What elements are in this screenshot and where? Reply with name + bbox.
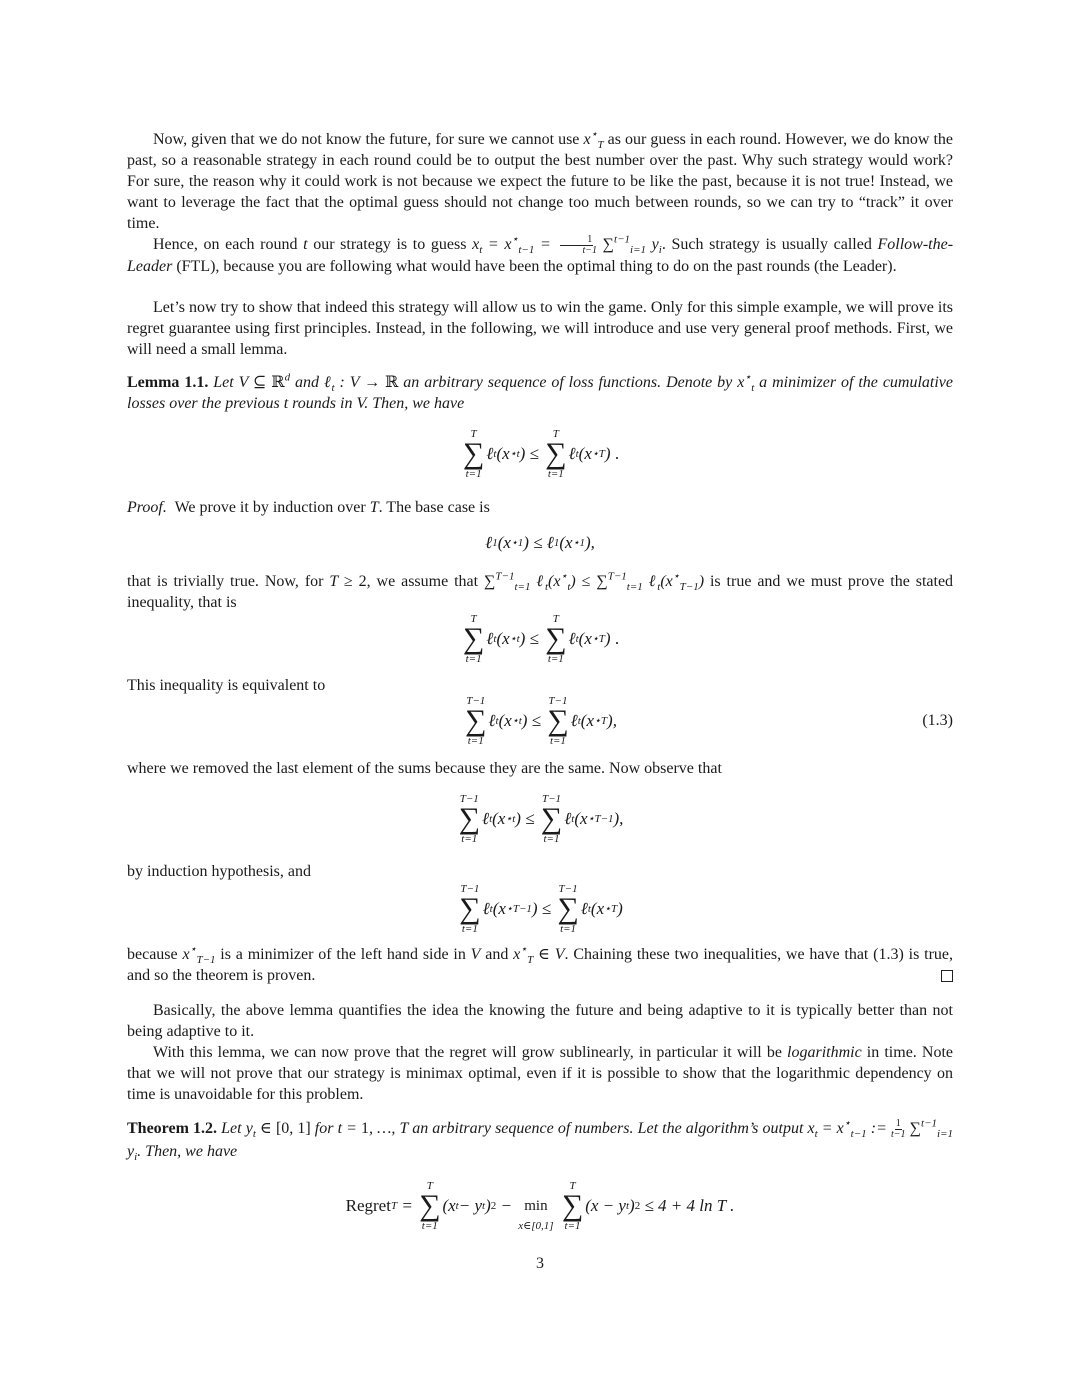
math: $x^⋆_T$: [583, 128, 604, 152]
equation-number: (1.3): [922, 712, 953, 729]
text: is true and we must prove the stated inequality, that is: [127, 573, 954, 611]
equation-base-case: ℓ 1 (x ⋆ 1 ) ≤ ℓ 1 (x ⋆ 1 ),: [485, 533, 595, 552]
text: Follow-the-Leader: [127, 236, 954, 275]
text: . Chaining these two inequalities, we have that (1.3) is true, and so the theorem is proven.: [127, 946, 954, 984]
theorem-label: Theorem 1.2.: [127, 1120, 218, 1137]
proof-conclusion: because $x^⋆_{T-1}$ is a minimizer of the left hand side in V and $x^⋆_T$ ∈ V. Chaining these two inequalities, we have that (1.3) is true, and so the theorem is proven.: [127, 943, 954, 984]
text: for: [310, 1120, 338, 1137]
text: that is trivially true. Now, for: [127, 573, 330, 590]
regret-bound: ≤ 4 + 4 ln T .: [644, 1196, 735, 1215]
text: because: [127, 946, 183, 963]
proof-induction: that is trivially true. Now, for T ≥ 2, we assume that ∑$^{T-1}_{t=1}$ $\ell_t(x^⋆_t) \le \sum^{T-1}_{t=1}$ $\ell_t(x^⋆_{T-1})$ is true and we must prove the stated inequality, that is: [127, 570, 954, 611]
paragraph-plan: Let’s now try to show that indeed this strategy will allow us to win the game. Only for this simple example, we will prove its regret guarantee using first principles. Instead, in the following, we will introduce and use very general proof methods. First, we will need a small lemma.: [127, 299, 953, 358]
text: Let: [221, 1120, 246, 1137]
theorem-statement: Theorem 1.2. Let $y_t$ ∈ [0, 1] for t = 1, …, T an arbitrary sequence of numbers. Let the algorithm’s output $x_t = x^⋆_{t-1}$ := $\frac{1}{t-1}$ ∑$^{t-1}_{i=1}$ $y_i$. Then, we have: [127, 1117, 954, 1164]
paragraph-intro: [127, 129, 953, 234]
text: Hence, on each round: [153, 236, 304, 253]
proof-start: Proof. We prove it by induction over T. The base case is: [127, 499, 490, 516]
math: $x_t = x^⋆_{t-1}$ = $\frac{1}{t-1}$ ∑$^{t-1}_{i=1}$ $y_i$: [472, 233, 662, 257]
text: . Then, we have: [364, 395, 465, 412]
text: as our guess in each round. However, we do know the past, so a reasonable strategy in each round could be to output the best number over the past. Why such strategy would work? For sure, the reason why it could work is not because we expect the future to be like the past, because it is not true! Instead, we want to leverage the fact that the optimal guess should not change too much between rounds, so we can try to “track” it over time.: [127, 131, 954, 232]
paragraph-basically: Basically, the above lemma quantifies the idea the knowing the future and being adaptive to it is typically better than not being adaptive to it.: [127, 1002, 953, 1040]
qed-box-icon: [941, 970, 953, 982]
proof-equivalent: This inequality is equivalent to: [127, 677, 326, 694]
text: , we assume that: [366, 573, 485, 590]
text: Now, given that we do not know the future, for sure we cannot use: [153, 131, 584, 148]
text: (FTL), because you are following what would have been the optimal thing to do on the past rounds (the Leader).: [172, 257, 897, 275]
page-number: 3: [536, 1255, 544, 1272]
text: our strategy is to guess: [307, 236, 473, 253]
text: rounds in: [288, 395, 357, 412]
lemma-label: Lemma 1.1.: [127, 374, 209, 391]
text: With this lemma, we can now prove that the regret will grow sublinearly, in particular it will be: [153, 1044, 788, 1061]
proof-removed: where we removed the last element of the sums because they are the same. Now observe that: [127, 760, 722, 777]
text: . Then, we have: [137, 1143, 238, 1160]
equation-hypothesis: T−1 ∑ t=1 ℓ t (x ⋆ t ) ≤ T−1 ∑ t=1 ℓ t (x ⋆ T−1 ),: [458, 793, 624, 845]
text: and: [480, 946, 514, 963]
text: and: [290, 374, 324, 391]
equation-minimizer: T−1 ∑ t=1 ℓ t (x ⋆ T−1 ) ≤ T−1 ∑ t=1 ℓ t (x ⋆ T ): [459, 883, 623, 935]
text: an arbitrary sequence of loss functions. Denote by: [398, 374, 738, 391]
text: . Such strategy is usually called: [661, 236, 878, 253]
text: in time. Note that we will not prove that our strategy is minimax optimal, even if it is possible to show that the logarithmic dependency on time is unavoidable for this problem.: [127, 1044, 954, 1103]
text: is a minimizer of the left hand side in: [215, 946, 471, 963]
text: We prove it by induction over: [174, 499, 370, 516]
text: logarithmic: [787, 1044, 862, 1061]
lemma-statement: Lemma 1.1. Let V ⊆ ℝ$^d$ and ℓ$_t$ : V → ℝ an arbitrary sequence of loss functions. Denote by $x^⋆_t$ a minimizer of the cumulative losses over the previous t rounds in V. Then, we have: [127, 371, 954, 412]
regret-label: Regret: [345, 1196, 391, 1215]
paragraph-ftl: Hence, on each round t our strategy is to guess $x_t = x^⋆_{t-1}$ = $\frac{1}{t-1}$ ∑$^{t-1}_{i=1}$ $y_i$. Such strategy is usually called Follow-the-Leader (FTL), because you are following what would have been the optimal thing to do on the past rounds (the Leader).: [127, 233, 954, 275]
proof-by-induction: by induction hypothesis, and: [127, 863, 311, 880]
equation-goal: T ∑ t=1 ℓ t (x ⋆ t ) ≤ T ∑ t=1 ℓ t (x ⋆ T ) .: [462, 613, 620, 665]
proof-label: Proof.: [127, 499, 167, 516]
text: Let: [213, 374, 239, 391]
paragraph-logarithmic: [127, 1042, 953, 1105]
text: a minimizer of the cumulative losses over the previous: [127, 374, 954, 412]
equation-1-3: T−1 ∑ t=1 ℓ t (x ⋆ t ) ≤ T−1 ∑ t=1 ℓ t (x ⋆ T ), (1.3): [465, 695, 953, 747]
equation-lemma: T ∑ t=1 ℓ t (x ⋆ t ) ≤ T ∑ t=1 ℓ t (x ⋆ T ) .: [462, 428, 620, 480]
equation-regret: Regret T = T ∑ t=1 (x t − y t ) 2 − min x∈[0,1] T ∑ t=1 (x − y t ) 2 ≤ 4 + 4 ln T .: [345, 1180, 735, 1232]
text: . The base case is: [378, 499, 490, 516]
text: an arbitrary sequence of numbers. Let the algorithm’s output: [408, 1120, 808, 1137]
